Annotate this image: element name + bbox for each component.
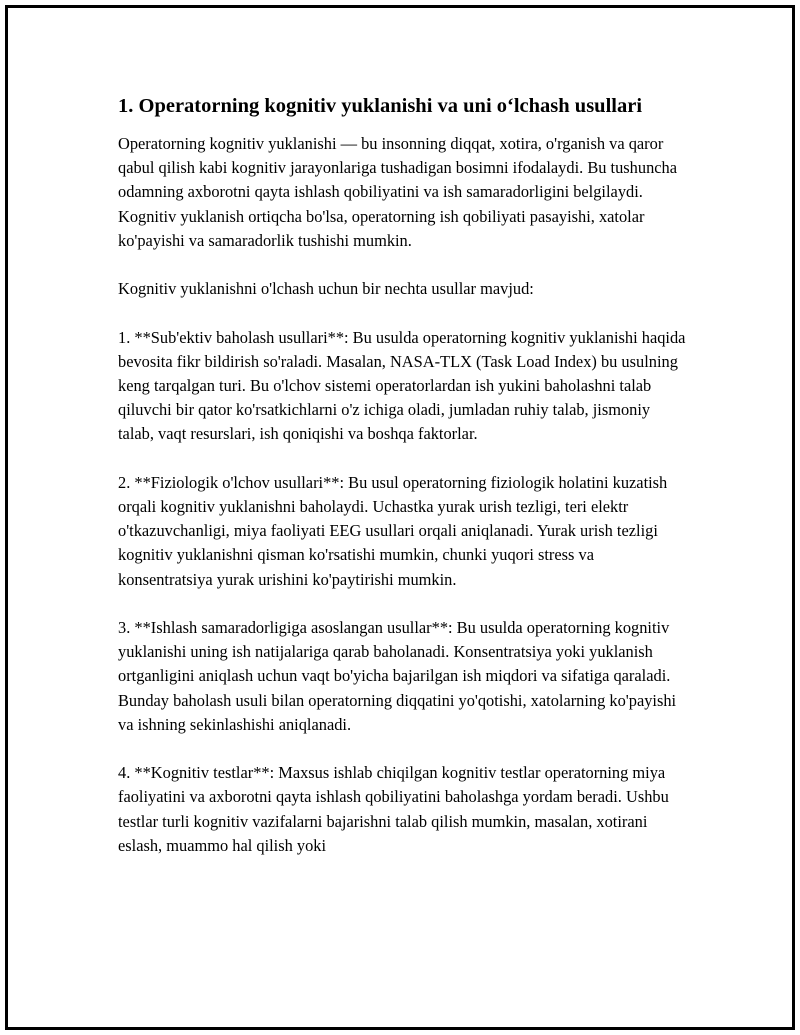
- section-heading: 1. Operatorning kognitiv yuklanishi va uni o‘lchash usullari: [118, 95, 643, 117]
- method-subjective-paragraph: 1. **Sub'ektiv baholash usullari**: Bu usulda operatorning kognitiv yuklanishi haqida bevosita fikr bildirish so'raladi. Masalan, NASA-TLX (Task Load Index) bu usulning keng tarqalgan turi. Bu o'lchov sistemi operatorlardan ish yukini baholashni talab qiluvchi bir qator ko'rsatkichlarni o'z ichiga oladi, jumladan ruhiy talab, jismoniy talab, vaqt resurslari, ish qoniqishi va boshqa faktorlar.: [118, 327, 686, 444]
- method-physiological-paragraph: 2. **Fiziologik o'lchov usullari**: Bu usul operatorning fiziologik holatini kuzatish orqali kognitiv yuklanishni baholaydi. Uchastka yurak urish tezligi, teri elektr o'tkazuvchanligi, miya faoliyati EEG usullari orqali aniqlanadi. Yurak urish tezligi kognitiv yuklanishni qisman ko'rsatishi mumkin, chunki yuqori stress va konsentratsiya yurak urishini ko'paytirishi mumkin.: [118, 472, 668, 589]
- document-body: [118, 92, 688, 858]
- methods-intro-paragraph: Kognitiv yuklanishni o'lchash uchun bir nechta usullar mavjud:: [118, 279, 534, 299]
- method-cognitive-tests-paragraph: 4. **Kognitiv testlar**: Maxsus ishlab chiqilgan kognitiv testlar operatorning miya faoliyatini va axborotni qayta ishlash qobiliyatini baholashga yordam beradi. Ushbu testlar turli kognitiv vazifalarni bajarishni talab qilish mumkin, masalan, xotirani eslash, muammo hal qilish yoki: [118, 763, 669, 855]
- method-performance-paragraph: 3. **Ishlash samaradorligiga asoslangan usullar**: Bu usulda operatorning kognitiv yuklanishi uning ish natijalariga qarab baholanadi. Konsentratsiya yoki yuklanish ortganligini aniqlash uchun vaqt bo'yicha bajarilgan ish miqdori va sifatiga qaraladi. Bunday baholash usuli bilan operatorning diqqatini yo'qotishi, xatolarning ko'payishi va ishning sekinlashishi aniqlanadi.: [118, 618, 677, 734]
- intro-paragraph: Operatorning kognitiv yuklanishi — bu insonning diqqat, xotira, o'rganish va qaror qabul qilish kabi kognitiv jarayonlariga tushadigan bosimni ifodalaydi. Bu tushuncha odamning axborotni qayta ishlash qobiliyatini va ish samaradorligini belgilaydi. Kognitiv yuklanish ortiqcha bo'lsa, operatorning ish qobiliyati pasayishi, xatolar ko'payishi va samaradorlik tushishi mumkin.: [118, 134, 678, 250]
